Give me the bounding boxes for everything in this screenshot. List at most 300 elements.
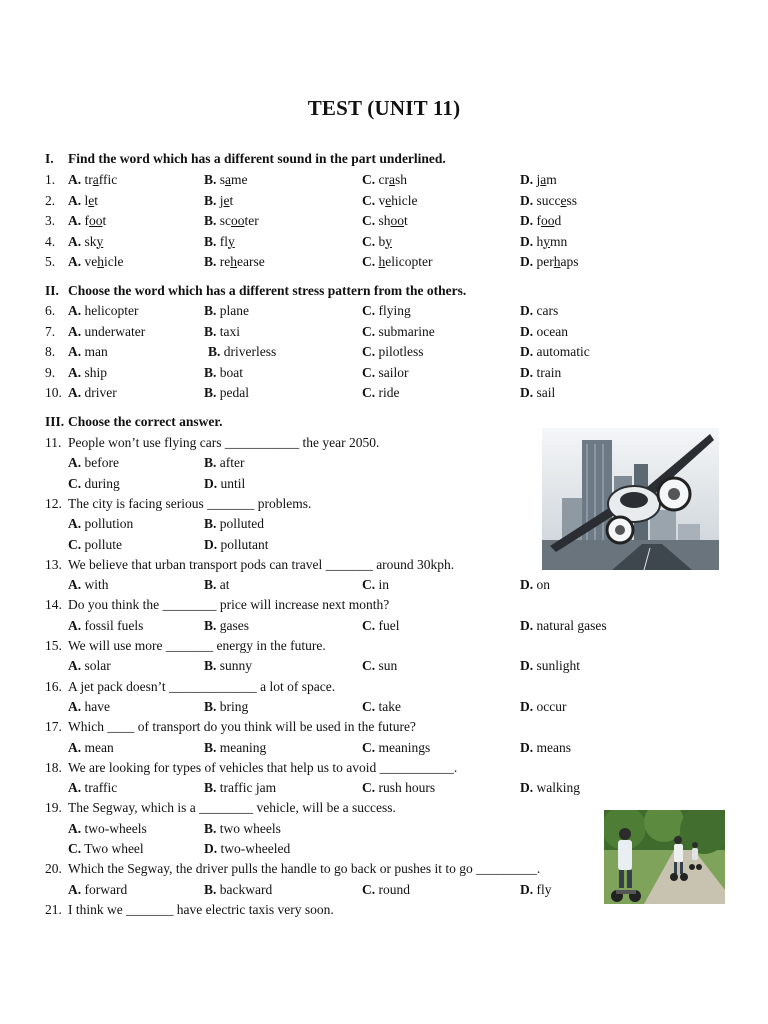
question-number: 5.	[45, 254, 56, 269]
option-text: gases	[219, 617, 250, 633]
option-letter: C.	[362, 172, 376, 187]
option-text: h	[536, 233, 544, 249]
option-letter: C.	[362, 617, 376, 633]
option-text: sunny	[219, 658, 253, 674]
option-text: train	[536, 364, 562, 380]
answer-option[interactable]	[520, 234, 567, 250]
option-text: after	[219, 455, 245, 471]
option-text: two-wheeled	[220, 841, 291, 856]
answer-option[interactable]	[204, 476, 245, 492]
answer-option[interactable]	[204, 213, 259, 229]
answer-option[interactable]	[204, 882, 272, 898]
answer-option[interactable]	[204, 193, 233, 209]
option-letter: D.	[520, 881, 534, 897]
answer-option[interactable]	[68, 303, 138, 319]
answer-option[interactable]	[362, 303, 411, 319]
answer-option[interactable]	[68, 618, 143, 634]
underlined-part: a	[389, 172, 395, 187]
option-text: succ	[536, 192, 561, 208]
answer-option[interactable]	[362, 618, 400, 634]
option-text: two-wheels	[84, 820, 147, 836]
option-text: mn	[550, 233, 568, 249]
underlined-part: y	[543, 233, 550, 249]
answer-option[interactable]	[204, 821, 281, 837]
underlined-part: e	[223, 192, 230, 208]
answer-option[interactable]	[68, 780, 117, 796]
section-heading	[45, 151, 446, 167]
answer-option[interactable]	[362, 658, 397, 674]
option-letter: A.	[68, 658, 82, 674]
question-stem: A jet pack doesn’t _____________ a lot of space.	[68, 678, 336, 694]
answer-option[interactable]	[520, 324, 568, 340]
section-title: Choose the word which has a different stress pattern from the others.	[68, 283, 467, 298]
option-text: natural gases	[536, 617, 607, 633]
answer-option[interactable]	[520, 365, 561, 381]
option-text: sh	[395, 172, 408, 187]
option-text: ship	[84, 364, 108, 380]
option-text: pollute	[84, 536, 122, 552]
option-text: with	[84, 577, 109, 593]
option-text: sailor	[378, 364, 409, 380]
question-stem: The Segway, which is a ________ vehicle, will be a success.	[68, 800, 396, 816]
option-letter: D.	[520, 698, 534, 714]
option-text: have	[84, 698, 110, 714]
option-text: t	[102, 213, 107, 228]
option-text: on	[536, 577, 550, 593]
option-letter: B.	[204, 233, 217, 249]
option-text: t	[229, 192, 234, 208]
option-text: pollution	[84, 516, 134, 532]
option-letter: C.	[362, 213, 376, 228]
option-letter: C.	[362, 780, 376, 796]
question-number: 14.	[45, 597, 62, 613]
section-heading	[45, 414, 222, 430]
option-text: earse	[237, 254, 265, 269]
option-letter: B.	[204, 213, 217, 228]
option-text: solar	[84, 658, 111, 674]
underlined-part: y	[385, 233, 392, 249]
option-text: j	[219, 192, 224, 208]
option-text: sunlight	[536, 658, 581, 674]
answer-option[interactable]	[520, 385, 555, 401]
answer-option[interactable]	[68, 740, 114, 756]
option-letter: B.	[204, 881, 217, 897]
option-letter: C.	[362, 303, 376, 318]
option-letter: C.	[362, 344, 376, 359]
question-number: 9.	[45, 364, 56, 380]
option-letter: D.	[520, 172, 534, 187]
answer-option[interactable]	[68, 577, 109, 593]
answer-option[interactable]	[520, 740, 571, 756]
option-letter: D.	[520, 344, 534, 359]
option-text: elicopter	[385, 254, 433, 269]
option-text: forward	[84, 881, 128, 897]
answer-option[interactable]	[520, 344, 590, 360]
option-letter: D.	[204, 841, 218, 856]
answer-option[interactable]	[68, 385, 117, 401]
answer-option[interactable]	[204, 740, 266, 756]
answer-option[interactable]	[204, 699, 248, 715]
option-text: backward	[219, 881, 273, 897]
option-text: in	[378, 577, 390, 593]
answer-option[interactable]	[68, 476, 120, 492]
option-letter: D.	[520, 780, 534, 796]
option-letter: C.	[362, 658, 376, 674]
question-number: 20.	[45, 861, 62, 877]
option-letter: A.	[68, 577, 82, 593]
answer-option[interactable]	[68, 699, 110, 715]
answer-option[interactable]	[68, 344, 108, 360]
option-text: pilotless	[378, 344, 424, 359]
option-letter: D.	[520, 233, 534, 249]
answer-option[interactable]	[362, 882, 410, 898]
option-letter: B.	[204, 516, 217, 532]
option-letter: A.	[68, 213, 82, 228]
answer-option[interactable]	[208, 344, 276, 360]
option-text: walking	[536, 780, 580, 796]
option-letter: C.	[68, 841, 82, 856]
underlined-part: y	[228, 233, 235, 249]
option-text: polluted	[219, 516, 265, 532]
answer-option[interactable]	[362, 324, 435, 340]
option-letter: C.	[68, 536, 82, 552]
option-text: underwater	[84, 323, 146, 339]
question-number: 2.	[45, 192, 56, 208]
option-text: sk	[84, 233, 97, 249]
option-letter: A.	[68, 303, 82, 318]
answer-option[interactable]	[68, 213, 106, 229]
question-number: 4.	[45, 233, 56, 249]
answer-option[interactable]	[204, 324, 240, 340]
question-stem: Which ____ of transport do you think will be used in the future?	[68, 719, 416, 735]
option-text: man	[84, 344, 108, 359]
underlined-part: e	[560, 192, 567, 208]
option-text: pedal	[219, 385, 250, 400]
underlined-part: e	[385, 192, 392, 208]
option-letter: A.	[68, 820, 82, 836]
underlined-part: a	[92, 172, 99, 187]
option-text: Two wheel	[84, 841, 144, 856]
answer-option[interactable]	[520, 699, 566, 715]
answer-option[interactable]	[204, 234, 235, 250]
question-stem: People won’t use flying cars ___________ the year 2050.	[68, 435, 380, 450]
option-letter: B.	[204, 658, 217, 674]
option-letter: B.	[204, 455, 217, 471]
option-text: sun	[378, 658, 398, 674]
answer-option[interactable]	[204, 577, 230, 593]
answer-option[interactable]	[204, 841, 290, 857]
option-text: mean	[84, 739, 114, 755]
option-letter: C.	[362, 192, 376, 208]
answer-option[interactable]	[362, 234, 392, 250]
question-number: 17.	[45, 719, 62, 735]
option-text: s	[219, 172, 226, 187]
option-letter: B.	[204, 820, 217, 836]
section-number: I.	[45, 151, 54, 166]
answer-option[interactable]	[362, 344, 424, 360]
answer-option[interactable]	[68, 455, 119, 471]
option-text: ve	[84, 254, 98, 269]
option-text: sh	[378, 213, 391, 228]
underlined-part: h	[230, 254, 238, 269]
answer-option[interactable]	[68, 537, 122, 553]
question-stem: The city is facing serious _______ problems.	[68, 495, 312, 511]
answer-option[interactable]	[520, 882, 552, 898]
question-number: 6.	[45, 303, 56, 318]
option-text: ffic	[98, 172, 118, 187]
question-number: 21.	[45, 901, 62, 917]
option-text: plane	[219, 303, 250, 318]
option-letter: A.	[68, 254, 82, 269]
option-text: t	[94, 192, 99, 208]
option-letter: B.	[204, 385, 217, 400]
option-letter: B.	[204, 323, 217, 339]
answer-option[interactable]	[520, 172, 557, 188]
question-number: 16.	[45, 678, 62, 694]
option-text: meaning	[219, 739, 267, 755]
answer-option[interactable]	[362, 254, 432, 270]
underlined-part: e	[88, 192, 95, 208]
option-text: occur	[536, 698, 567, 714]
option-letter: C.	[362, 254, 376, 269]
question-number: 19.	[45, 800, 62, 816]
option-letter: B.	[204, 617, 217, 633]
option-text: cars	[536, 303, 559, 318]
section-heading	[45, 283, 466, 299]
answer-option[interactable]	[520, 780, 580, 796]
option-text: hicle	[391, 192, 418, 208]
option-letter: B.	[204, 172, 217, 187]
question-number: 7.	[45, 323, 56, 339]
answer-option[interactable]	[68, 882, 127, 898]
option-letter: C.	[68, 475, 82, 491]
option-letter: D.	[520, 192, 534, 208]
option-letter: D.	[520, 739, 534, 755]
option-text: traffic jam	[219, 780, 277, 796]
answer-option[interactable]	[68, 658, 111, 674]
answer-option[interactable]	[520, 658, 580, 674]
underlined-part: oo	[231, 213, 245, 228]
question-number: 18.	[45, 759, 62, 775]
option-text: traffic	[84, 780, 118, 796]
option-text: pollutant	[220, 536, 269, 552]
underlined-part: oo	[89, 213, 103, 228]
question-number: 12.	[45, 495, 62, 511]
answer-option[interactable]	[68, 324, 145, 340]
answer-option[interactable]	[204, 172, 248, 188]
option-letter: A.	[68, 617, 82, 633]
option-text: sc	[219, 213, 232, 228]
question-number: 3.	[45, 213, 56, 228]
option-letter: C.	[362, 577, 376, 593]
underlined-part: a	[225, 172, 232, 187]
answer-option[interactable]	[204, 365, 243, 381]
option-letter: C.	[362, 233, 376, 249]
option-text: round	[378, 881, 410, 897]
option-letter: D.	[204, 536, 218, 552]
answer-option[interactable]	[204, 385, 249, 401]
option-text: means	[536, 739, 571, 755]
answer-option[interactable]	[362, 577, 389, 593]
answer-option[interactable]	[68, 234, 103, 250]
option-letter: B.	[204, 364, 217, 380]
option-text: fossil fuels	[84, 617, 144, 633]
option-letter: A.	[68, 780, 82, 796]
answer-option[interactable]	[362, 740, 430, 756]
option-letter: D.	[520, 617, 534, 633]
flying-car-image	[542, 428, 719, 570]
answer-option[interactable]	[68, 254, 124, 270]
option-text: take	[378, 698, 401, 714]
option-letter: D.	[520, 254, 534, 269]
option-letter: A.	[68, 455, 82, 471]
answer-option[interactable]	[68, 841, 144, 857]
option-letter: A.	[68, 516, 82, 532]
answer-option[interactable]	[362, 172, 407, 188]
question-stem: We will use more _______ energy in the future.	[68, 638, 326, 653]
option-letter: B.	[204, 698, 217, 714]
section-number: II.	[45, 283, 59, 298]
option-text: sail	[536, 385, 556, 400]
option-text: l	[84, 192, 89, 208]
option-letter: C.	[362, 739, 376, 755]
answer-option[interactable]	[362, 699, 401, 715]
option-text: f	[536, 213, 541, 228]
answer-option[interactable]	[520, 618, 607, 634]
question-stem: Do you think the ________ price will increase next month?	[68, 597, 390, 613]
option-letter: A.	[68, 233, 82, 249]
option-text: bring	[219, 698, 249, 714]
answer-option[interactable]	[204, 658, 252, 674]
option-text: ride	[378, 385, 400, 400]
option-letter: C.	[362, 364, 376, 380]
question-stem: Which the Segway, the driver pulls the handle to go back or pushes it to go _________.	[68, 861, 541, 877]
option-text: ter	[244, 213, 259, 228]
option-letter: C.	[362, 698, 376, 714]
underlined-part: h	[378, 254, 386, 269]
answer-option[interactable]	[520, 213, 561, 229]
answer-option[interactable]	[362, 365, 409, 381]
option-text: m	[546, 172, 557, 187]
option-text: automatic	[536, 344, 590, 359]
option-text: re	[219, 254, 231, 269]
answer-option[interactable]	[204, 303, 249, 319]
option-text: taxi	[219, 323, 241, 339]
option-text: icle	[104, 254, 124, 269]
answer-option[interactable]	[204, 618, 249, 634]
option-text: boat	[219, 364, 244, 380]
option-letter: C.	[362, 385, 376, 400]
option-text: j	[536, 172, 541, 187]
option-text: me	[231, 172, 248, 187]
question-number: 10.	[45, 385, 62, 400]
underlined-part: h	[97, 254, 104, 269]
option-letter: D.	[520, 577, 534, 593]
section-title: Choose the correct answer.	[68, 414, 223, 429]
option-text: aps	[560, 254, 579, 269]
option-text: at	[219, 577, 230, 593]
answer-option[interactable]	[204, 254, 265, 270]
option-text: flying	[378, 303, 411, 318]
answer-option[interactable]	[204, 537, 269, 553]
page-title: TEST (UNIT 11)	[307, 96, 461, 120]
question-number: 15.	[45, 638, 62, 653]
answer-option[interactable]	[520, 254, 579, 270]
question-number: 8.	[45, 344, 56, 359]
underlined-part: h	[553, 254, 561, 269]
option-letter: C.	[362, 323, 376, 339]
answer-option[interactable]	[68, 516, 133, 532]
answer-option[interactable]	[362, 780, 435, 796]
option-letter: C.	[362, 881, 376, 897]
answer-option[interactable]	[362, 213, 408, 229]
option-letter: B.	[204, 739, 217, 755]
option-text: t	[404, 213, 408, 228]
option-letter: D.	[520, 385, 534, 400]
option-letter: A.	[68, 323, 82, 339]
option-letter: A.	[68, 739, 82, 755]
segway-image	[604, 810, 725, 904]
option-text: fly	[536, 881, 552, 897]
option-text: f	[84, 213, 89, 228]
option-letter: A.	[68, 698, 82, 714]
option-text: driver	[84, 385, 117, 400]
answer-option[interactable]	[204, 455, 245, 471]
answer-option[interactable]	[362, 193, 418, 209]
answer-option[interactable]	[204, 516, 264, 532]
option-text: ocean	[536, 323, 568, 339]
option-text: meanings	[378, 739, 431, 755]
option-letter: A.	[68, 344, 82, 359]
option-text: submarine	[378, 323, 435, 339]
answer-option[interactable]	[68, 193, 98, 209]
answer-option[interactable]	[68, 365, 107, 381]
option-letter: D.	[520, 323, 534, 339]
option-text: tr	[84, 172, 93, 187]
underlined-part: oo	[541, 213, 555, 228]
question-number: 13.	[45, 556, 62, 572]
answer-option[interactable]	[362, 385, 400, 401]
option-letter: B.	[208, 344, 221, 359]
question-number: 11.	[45, 435, 62, 450]
answer-option[interactable]	[68, 821, 147, 837]
option-text: fuel	[378, 617, 400, 633]
option-text: v	[378, 192, 386, 208]
underlined-part: oo	[390, 213, 405, 228]
option-letter: A.	[68, 385, 82, 400]
underlined-part: y	[96, 233, 104, 249]
question-number: 1.	[45, 172, 56, 187]
underlined-part: a	[540, 172, 547, 187]
answer-option[interactable]	[520, 303, 558, 319]
option-text: ss	[566, 192, 578, 208]
option-letter: B.	[204, 303, 217, 318]
answer-option[interactable]	[520, 577, 550, 593]
option-letter: D.	[520, 658, 534, 674]
option-letter: D.	[204, 475, 218, 491]
answer-option[interactable]	[68, 172, 117, 188]
question-stem: We are looking for types of vehicles that help us to avoid ___________.	[68, 759, 458, 775]
option-letter: D.	[520, 213, 534, 228]
answer-option[interactable]	[204, 780, 276, 796]
answer-option[interactable]	[520, 193, 577, 209]
option-letter: A.	[68, 172, 82, 187]
option-letter: B.	[204, 780, 217, 796]
section-title: Find the word which has a different sound in the part underlined.	[68, 151, 446, 166]
question-stem: I think we _______ have electric taxis very soon.	[68, 901, 334, 917]
option-letter: D.	[520, 364, 534, 380]
option-text: driverless	[223, 344, 277, 359]
